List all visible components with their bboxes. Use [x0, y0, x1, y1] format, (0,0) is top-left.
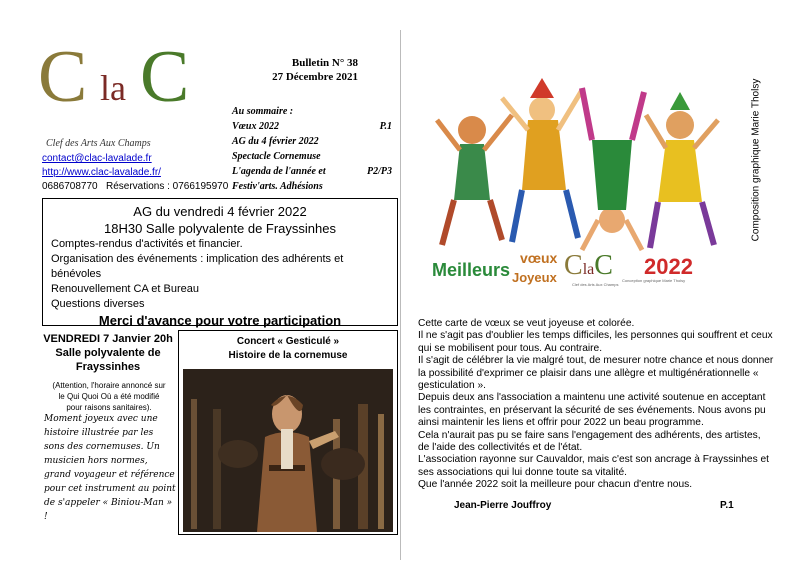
logo-letter-la: la: [100, 68, 126, 108]
bulletin-header: [270, 56, 358, 84]
page-number: P.1: [720, 500, 734, 511]
toc-item: Spectacle Cornemuse: [232, 151, 321, 162]
ag-announcement-box: [42, 198, 398, 326]
letter-paragraph: L'association rayonne sur Cauvaldor, mais c'est son ancrage à Frayssinhes et ses associations qui lui donne toute sa vitalité.: [418, 454, 770, 478]
event-description: Moment joyeux avec une histoire illustrée par les sons des cornemuses. Un musicien hors normes, grand voyageur et référence pour cet instrument au point de s'appeler « Biniou-Man » !: [44, 414, 176, 522]
toc-item: Vœux 2022 P.1: [232, 121, 392, 132]
clac-logo: [38, 36, 198, 140]
concert-title: Concert « Gesticulé » Histoire de la cornemuse: [228, 336, 348, 361]
dancing-characters-illustration: [432, 70, 722, 260]
greeting-banner: [432, 250, 732, 290]
contact-phones: [42, 180, 228, 193]
greeting-small-clef: Clef des Arts Aux Champs: [572, 282, 619, 287]
event-place: Salle polyvalente de Frayssinhes: [55, 347, 161, 373]
reservations-number: Réservations : 0766195970: [105, 181, 229, 192]
contact-website[interactable]: http://www.clac-lavalade.fr/: [42, 167, 161, 178]
signature: Jean-Pierre Jouffroy: [454, 500, 552, 511]
concert-box: [178, 330, 398, 535]
letter-paragraph: Cela n'aurait pas pu se faire sans l'engagement des adhérents, des artistes, de l'aide des collectivités et de l'état.: [418, 429, 761, 454]
letter-paragraph: Il s'agit de célébrer la vie malgré tout, de mesurer notre chance et nous donner la possibilité d'exprimer ce plaisir dans une allègre et multigénérationnelle « gesticulation ».: [418, 355, 774, 392]
greeting-joyeux: Joyeux: [512, 270, 557, 285]
event-date: VENDREDI 7 Janvier 20h: [43, 333, 173, 345]
page-divider: [400, 30, 401, 560]
logo-letter-c2: C: [140, 36, 190, 118]
toc-title: Au sommaire :: [232, 106, 294, 117]
letter-paragraph: Depuis deux ans l'association a maintenu une activité soutenue en acceptant les contraintes, en préservant la sécurité de ses événements. Nous avons pu ainsi maintenir les liens et offrir pour 2022 un beau programme.: [418, 392, 766, 429]
logo-letter-c1: C: [38, 36, 88, 118]
ag-line: Organisation des événements : implication des adhérents et bénévoles: [51, 253, 344, 280]
letter-paragraph: Il ne s'agit pas d'oublier les temps difficiles, les personnes qui souffrent et ceux qui se mobilisent pour tous. Au contraire.: [418, 330, 773, 354]
ag-thanks: Merci d'avance pour votre participation: [98, 313, 342, 328]
greeting-logo: ClaC: [564, 250, 613, 281]
logo-subtitle: Clef des Arts Aux Champs: [46, 138, 151, 149]
greeting-year: 2022: [644, 254, 693, 279]
ag-subtitle: 18H30 Salle polyvalente de Frayssinhes: [104, 221, 336, 236]
contact-email[interactable]: contact@clac-lavalade.fr: [42, 153, 152, 164]
toc-item: L'agenda de l'année et P2/P3: [232, 166, 392, 177]
ag-line: Renouvellement CA et Bureau: [51, 283, 199, 295]
greeting-meilleurs: Meilleurs: [432, 260, 511, 280]
ag-line: Questions diverses: [51, 298, 145, 310]
bulletin-date: 27 Décembre 2021: [272, 71, 358, 83]
ag-title: AG du vendredi 4 février 2022: [133, 204, 307, 219]
event-note: (Attention, l'horaire annoncé sur le Qui Quoi Où a été modifié pour raisons sanitaires).: [52, 381, 166, 412]
toc-item: Festiv'arts. Adhésions: [232, 181, 323, 192]
event-header: [38, 332, 178, 374]
greeting-voeux: vœux: [520, 250, 558, 266]
greeting-letter: [418, 318, 774, 492]
table-of-contents: [232, 104, 392, 194]
letter-paragraph: Que l'année 2022 soit la meilleure pour chacun d'entre nous.: [418, 479, 693, 491]
graphic-credit: Composition graphique Marie Tholsy: [750, 78, 762, 242]
ag-line: Comptes-rendus d'activités et financier.: [51, 238, 243, 250]
toc-item: AG du 4 février 2022: [232, 136, 319, 147]
greeting-small-credit: Conception graphique Marie Tholsy: [622, 278, 686, 283]
letter-paragraph: Cette carte de vœux se veut joyeuse et colorée.: [418, 318, 635, 329]
bagpiper-photo: [183, 369, 393, 532]
bulletin-number: Bulletin N° 38: [291, 57, 358, 69]
phone-number: 0686708770: [42, 181, 98, 192]
